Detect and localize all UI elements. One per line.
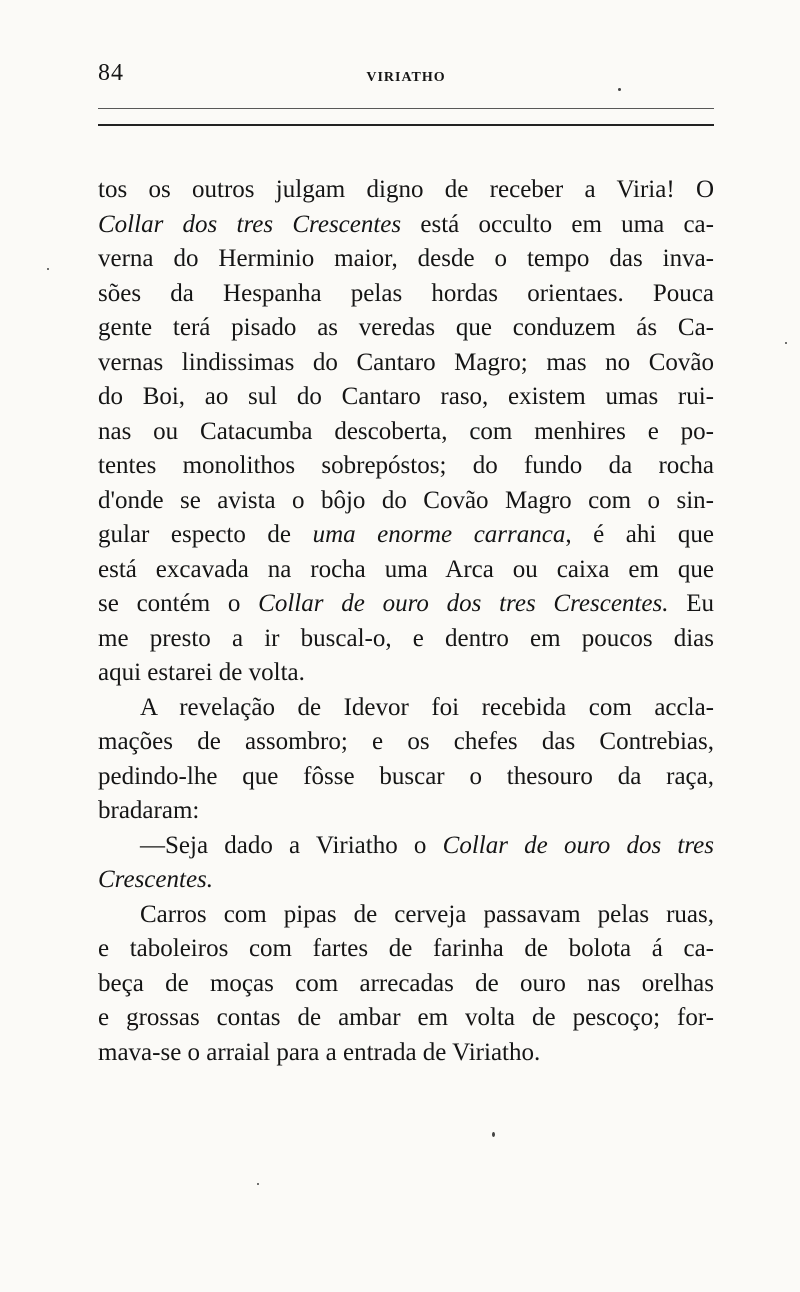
text-line [98,656,714,691]
scan-speck [785,342,787,344]
text-segment: gente terá pisado as veredas que conduzem ás Ca- [98,314,714,341]
text-segment: Carros com pipas de cerveja passavam pelas ruas, [140,900,714,928]
text-segment: está occulto em uma ca- [401,210,714,238]
text-line [98,587,714,622]
text-segment: aqui estarei de volta. [98,659,305,686]
body-text [98,173,714,1070]
scan-speck [47,268,49,270]
text-segment: Eu [668,590,714,617]
text-line [98,277,714,312]
text-line [98,242,714,277]
italic-text-segment: Collar dos tres Crescentes [98,210,402,238]
text-line [98,346,714,381]
text-segment: me presto a ir buscal-o, e dentro em poucos dias [98,624,714,652]
running-title: VIRIATHO [366,70,446,85]
text-line [98,1001,714,1036]
text-line [98,794,714,829]
text-segment: tos os outros julgam digno de receber a Viria! O [98,176,714,203]
text-segment: nas ou Catacumba descoberta, com menhires e po- [98,417,714,445]
text-line [98,1036,714,1071]
text-line [98,622,714,657]
text-segment: verna do Herminio maior, desde o tempo das inva- [98,245,714,272]
text-line [98,863,714,898]
italic-text-segment: uma enorme carranca [312,521,566,548]
text-line [98,967,714,1002]
text-segment: vernas lindissimas do Cantaro Magro; mas no Covão [98,348,714,376]
text-line [98,449,714,484]
text-segment: —Seja dado a Viriatho o [140,831,443,859]
text-segment: sões da Hespanha pelas hordas orientaes. Pouca [98,279,714,307]
text-line [98,380,714,415]
text-segment: e grossas contas de ambar em volta de pescoço; for- [98,1004,714,1031]
text-line [98,208,714,243]
header-rule-thick [98,124,714,126]
text-segment: A revelação de Idevor foi recebida com accla- [140,693,714,721]
scan-speck [618,88,621,91]
text-segment: está excavada na rocha uma Arca ou caixa em que [98,555,714,583]
text-segment: d'onde se avista o bôjo do Covão Magro com o sin- [98,486,714,514]
scan-speck [257,1183,259,1185]
text-line [98,415,714,450]
text-line [98,311,714,346]
text-segment: beça de moças com arrecadas de ouro nas orelhas [98,969,714,997]
text-segment: gular especto de [98,521,313,548]
italic-text-segment: Collar de ouro dos tres Crescentes. [258,590,669,617]
page-header [98,60,714,94]
text-segment: se contém o [98,590,259,617]
italic-text-segment: Collar de ouro dos tres [442,831,714,859]
text-line [98,553,714,588]
header-rule-thin [98,108,714,109]
page-number: 84 [98,60,124,86]
italic-text-segment: Crescentes. [98,866,214,893]
text-segment: do Boi, ao sul do Cantaro raso, existem umas rui- [98,383,714,410]
text-line [98,898,714,933]
text-line [98,725,714,760]
text-line [98,484,714,519]
text-segment: mava-se o arraial para a entrada de Viriatho. [98,1038,541,1066]
text-segment: e taboleiros com fartes de farinha de bolota á ca- [98,935,714,962]
text-segment: tentes monolithos sobrepóstos; do fundo da rocha [98,452,714,479]
text-line [98,518,714,553]
text-line [98,691,714,726]
scan-speck [492,1132,495,1137]
text-line [98,173,714,208]
text-segment: mações de assombro; e os chefes das Contrebias, [98,728,714,755]
text-line [98,932,714,967]
text-segment: bradaram: [98,797,200,824]
text-line [98,829,714,864]
text-line [98,760,714,795]
text-segment: pedindo-lhe que fôsse buscar o thesouro da raça, [98,762,714,790]
text-segment: , é ahi que [565,521,714,548]
